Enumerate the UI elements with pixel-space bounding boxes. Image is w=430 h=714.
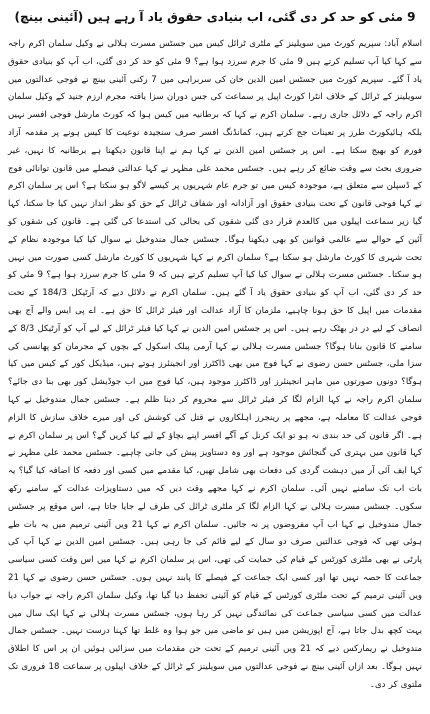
article-headline: 9 مئی کو حد کر دی گئی، اب بنیادی حقوق یاد آ رہے ہیں (آئینی بینچ): [14, 10, 416, 24]
article-body: اسلام آباد: سپریم کورٹ میں سویلینز کے ملٹری ٹرائل کیس میں جسٹس مسرت ہلالی نے وکیل سلمان اکرم راجہ سے کہا کیا آپ تسلیم کرتے ہیں 9 مئی کا جرم سرزد ہوا ہے؟ 9 مئی کو حد کر دی گئی، اب آپ کو بنیادی حقوق یاد آ گئے۔ سپریم کورٹ میں جسٹس امین الدین خان کی سربراہی میں 7 رکنی آئینی بینچ نے فوجی عدالتوں میں سویلینز کے ٹرائل کے خلاف انٹرا کورٹ اپیل پر سماعت کی جس دوران سزا یافتہ مجرم ارزم جنید کے وکیل سلمان اکرم راجہ کے دلائل جاری رہے۔ سلمان اکرم نے کہا کہ برطانیہ میں کیس ہوا کہ کورٹ مارشل فوجی افسر نہیں بلکہ ہائیکورٹ طرز پر تعینات جج کرتے ہیں، کمانڈنگ افسر صرف سنجیدہ نوعیت کا کیس ہونے پر مقدمہ آزاد فورم کو بھیج سکتا ہے۔ اس پر جسٹس امین الدین نے کہا ہم نے اپنا قانون دیکھنا ہے برطانیہ کا نہیں، غیر ضروری بحث سے وقت ضائع کر رہے ہیں۔ جسٹس محمد علی مظہر نے کہا عدالتی فیصلے میں قانون توانائی فوج کے ڈسپلن سے متعلق ہے، موجودہ کیس میں تو جرم عام شہریوں پر کیسے لاگو ہو سکتا ہے؟ اس پر سلمان اکرم نے کہا فوجی قانون کے تحت بنیادی حقوق اور آزادانہ اور شفاف ٹرائل کے حق کو نظر انداز نہیں کیا جا سکتا، کہا گیا زیر سماعت اپیلوں میں کالعدم قرار دی گئی شقوں کی بحالی کی استدعا کی گئی ہے۔ قانون کی شقوں کو آئین کے حوالے سے عالمی قوانین کو بھی دیکھنا ہوگا۔ جسٹس جمال مندوخیل نے سوال کیا کیا موجودہ نظام کے تحت شہری کا کورٹ مارشل ہو سکتا ہے؟ سلمان اکرم نے کہا شہریوں کا کورٹ مارشل کسی صورت میں نہیں ہو سکتا۔ جسٹس مسرت ہلالی نے سوال کیا کیا آپ تسلیم کرتے ہیں کہ 9 مئی کا جرم سرزد ہوا ہے؟ 9 مئی کو حد کر دی گئی، اب آپ کو بنیادی حقوق یاد آ گئے ہیں۔ سلمان اکرم نے دلائل دیے کہ آرٹیکل 184/3 کے تحت مقدمات میں اپیل کا حق ہونا چاہیے، ملزمان کا آزاد عدالت اور فیئر ٹرائل کا حق ہے۔ اے پی ایس والے آج بھی انصاف کے لیے در در بھٹک رہے ہیں۔ اس پر جسٹس امین الدین نے کہا کیا فیئر ٹرائل کے لیے آپ کو آرٹیکل 8/3 کے سامنے کا قانون بنانا ہوگا؟ جسٹس مسرت ہلالی نے کہا آرمی پبلک اسکول کے بچوں کے مجرمان کو پھانسی کی سزا ملی، جسٹس حسن رضوی نے کہا فوج میں بھی ڈاکٹرز اور انجینئرز ہوتے ہیں، میڈیکل کور کے کیس میں کیا ہوگا؟ دونوں صورتوں میں ماہر انجینئرز اور ڈاکٹرز موجود ہیں، کیا فوج میں اب جوڈیشل کور بھی بنا دی جائے؟ سلمان اکرم راجہ نے کہا الزام لگا کر فیئر ٹرائل سے محروم کر دینا ظلم ہے۔ جسٹس جمال مندوخیل نے کہا فوجی عدالت کا معاملہ ہے، مجھے پر رینجرز اہلکاروں نے قتل کی کوشش کی اور میرے خلاف سازش کا الزام ہے۔ اگر قانون کی حد بندی نہ ہو تو ایک کرنل کے آگے افسر اپنے بچاؤ کے لیے کیا کریں گے؟ اس پر سلمان اکرم نے کہا قانون میں بہتری کی گنجائش موجود ہے اور وہ دستاویز پیش کی جانی چاہیے۔ جسٹس محمد علی مظہر نے کہا ایف آئی آر میں دہشت گردی کی دفعات بھی شامل تھیں، کیا مقدمے میں کسی اور دفعہ کا اضافہ کیا گیا؟ یہ بات اب تک سامنے نہیں آئی۔ سلمان اکرم نے کہا مجھے وقت دیں کہ میں دستاویزات عدالت کے سامنے رکھ سکوں۔ جسٹس مسرت ہلالی نے کہا الزام لگا کر ملٹری ٹرائل کی طرف لے جایا جاتا ہے، اس موقع پر جسٹس جمال مندوخیل نے کہا اب آپ مفروضوں پر نہ جائیں۔ سلمان اکرم نے کہا 21 ویں آئینی ترمیم میں یہ بات طے ہوئی تھی کہ فوجی عدالتیں صرف دو سال کے لیے قائم کی جا رہی ہیں۔ جسٹس امین الدین نے کہا آپ کی پارٹی نے بھی ملٹری کورٹس کے قیام کی حمایت کی تھی، اس پر سلمان اکرم نے کہا میں اس وقت کسی سیاسی جماعت کا حصہ نہیں تھا اور کسی ایک جماعت کے فیصلے کا پابند نہیں ہوں۔ جسٹس حسن رضوی نے کہا 21 ویں آئینی ترمیم کے تحت ملٹری کورٹس کے قیام کو آئینی تحفظ دیا گیا تھا، وکیل سلمان اکرم راجہ نے جواب دیا عدالت میں کسی سیاسی جماعت کی نمائندگی نہیں کر رہا ہوں، جسٹس مسرت ہلالی نے کہا ایک سال میں بہت کچھ بدل جاتا ہے، آج اپوزیشن میں ہیں تو ماضی میں جو ہوا وہ غلط تھا کہنا درست نہیں۔ جسٹس جمال مندوخیل نے ریمارکس دیے کہ 21 ویں آئینی ترمیم کے تحت جن مقدمات میں سزائیں ہوئیں ان پر اس کا اطلاق نہیں ہوگا۔ بعد ازاں آئینی بینچ نے فوجی عدالتوں میں سویلینز کے ٹرائل کے خلاف اپیلوں پر سماعت 18 فروری تک ملتوی کر دی۔: [8, 39, 423, 690]
